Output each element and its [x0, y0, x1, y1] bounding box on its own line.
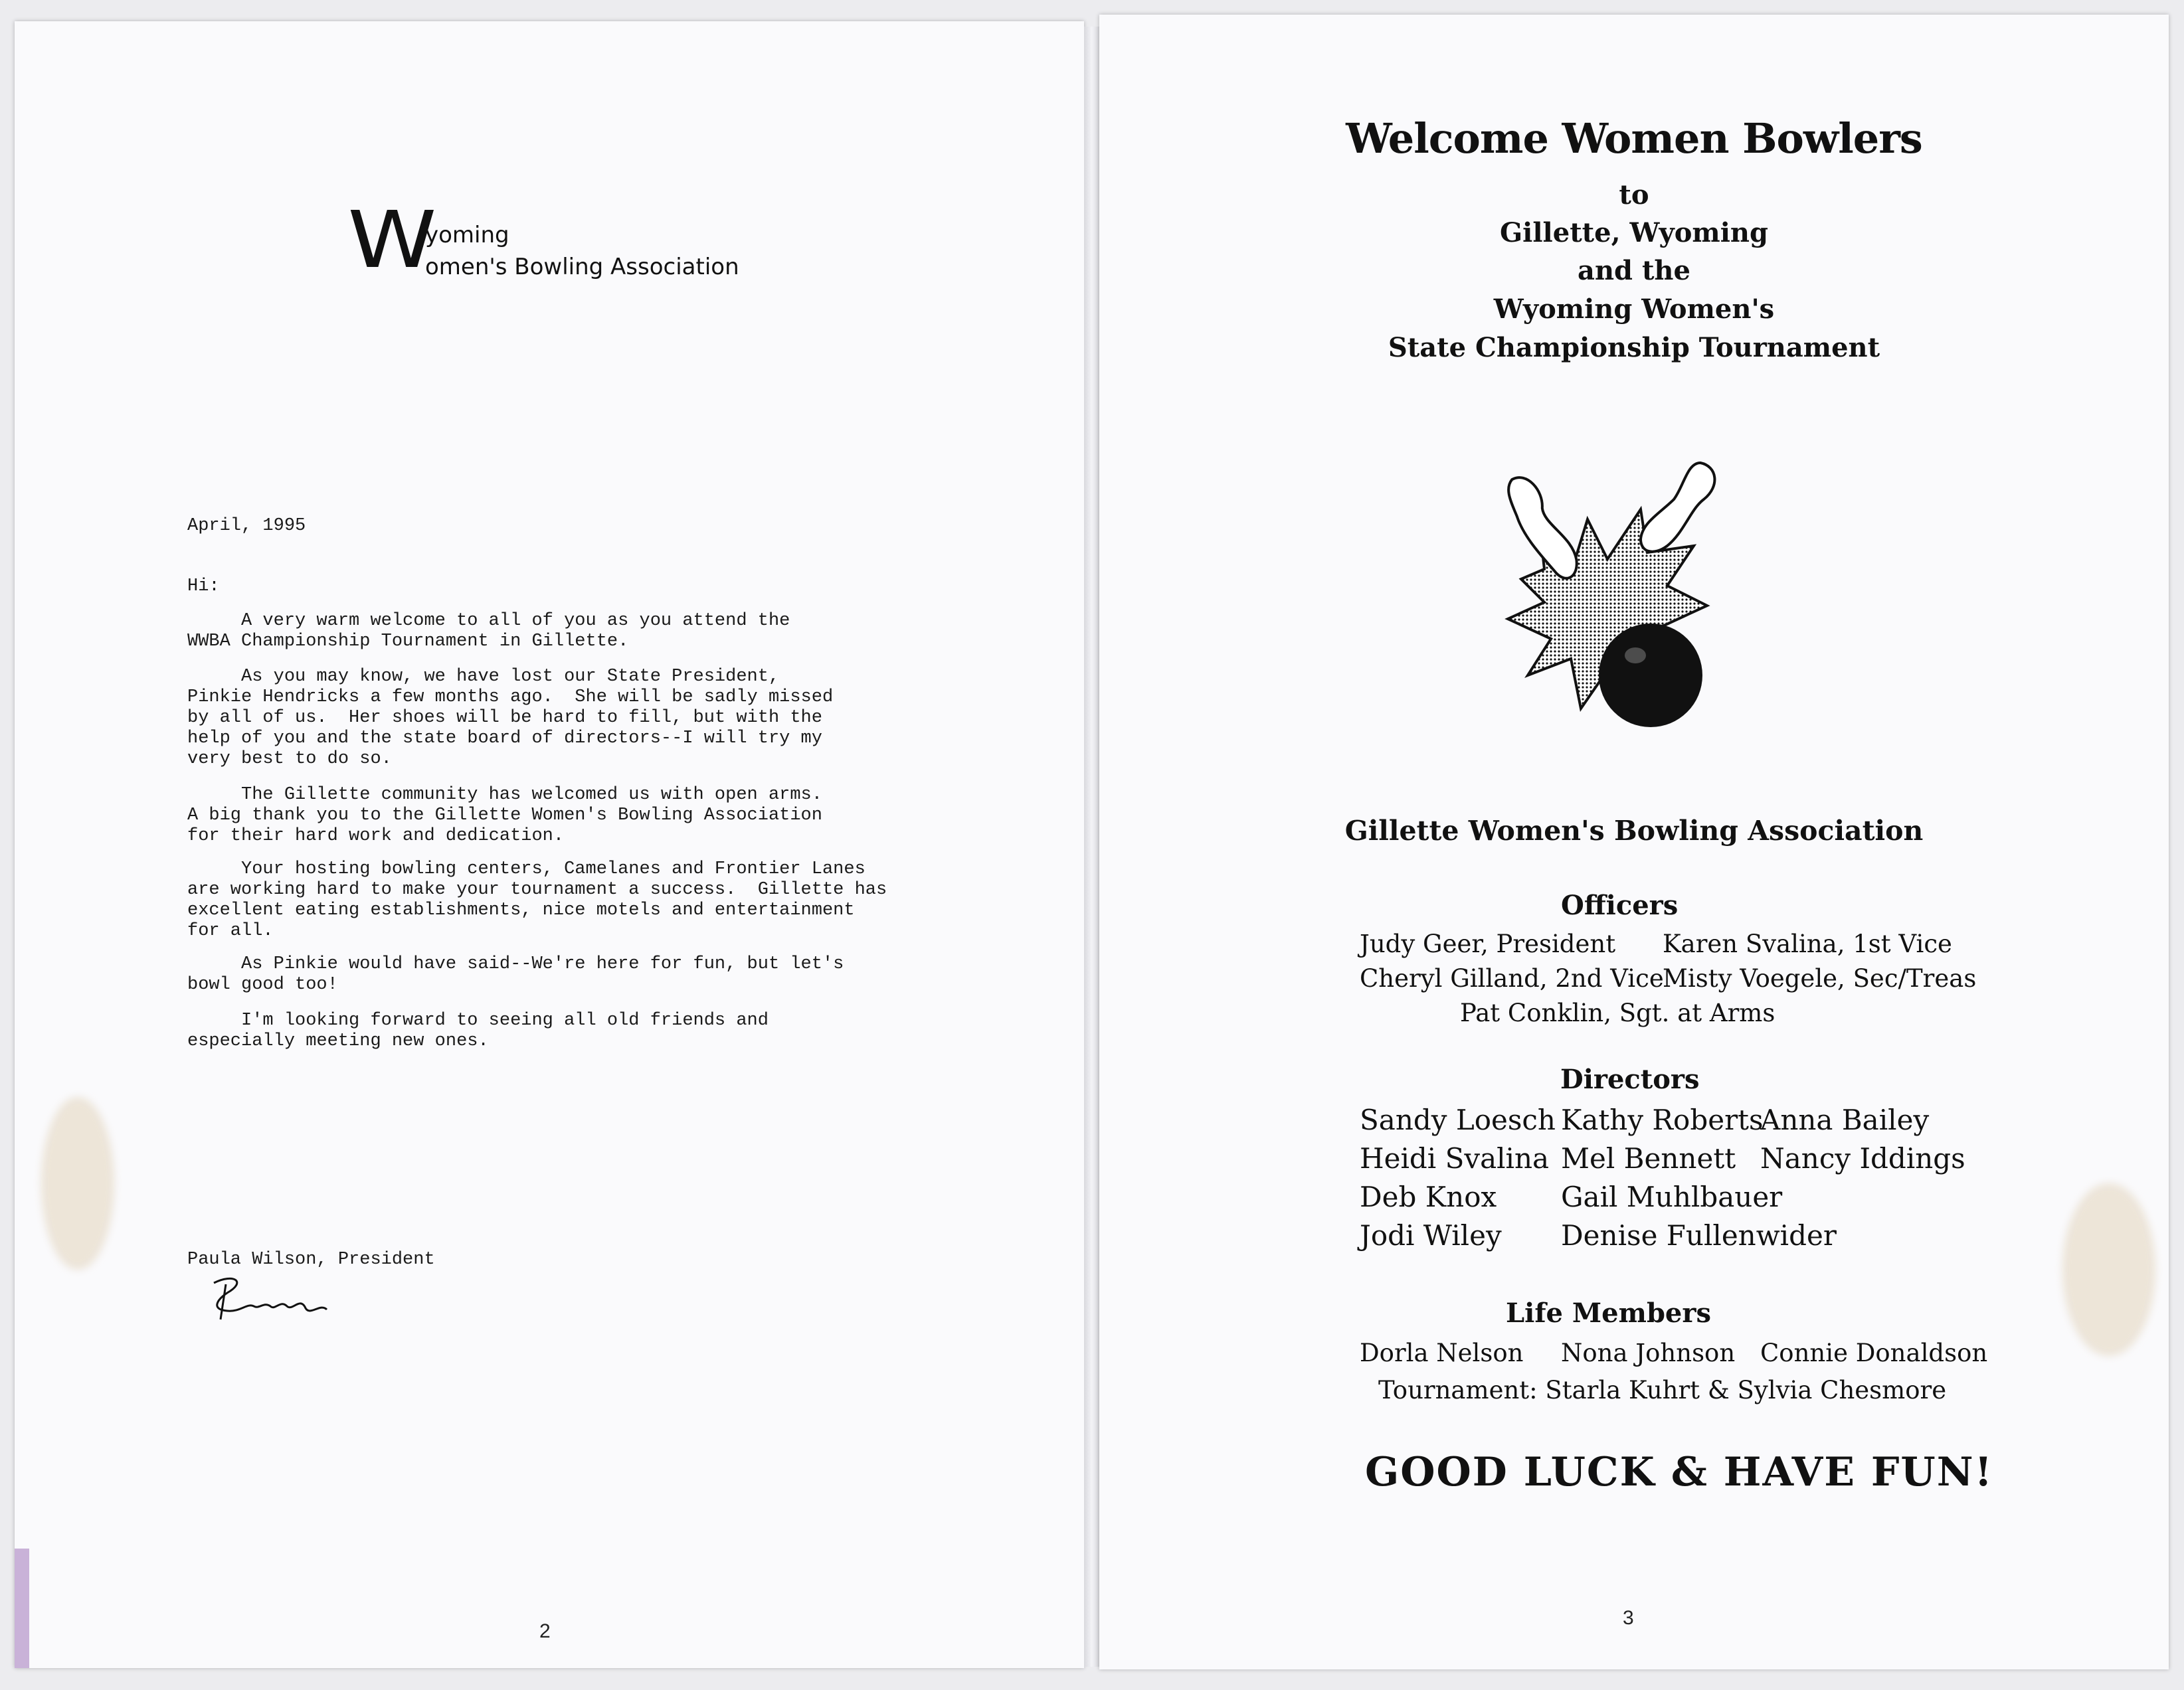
- life-member-item: Nona Johnson: [1561, 1339, 1736, 1367]
- director-item: Kathy Roberts: [1561, 1104, 1764, 1136]
- director-item: Anna Bailey: [1760, 1104, 1930, 1136]
- director-item: Sandy Loesch: [1360, 1104, 1556, 1136]
- letter-paragraph-3: The Gillette community has welcomed us with open arms. A big thank you to the Gillette Women's Bowling Association for their hard work and dedication.: [187, 785, 822, 846]
- director-item: Gail Muhlbauer: [1561, 1181, 1783, 1213]
- page-left: [15, 21, 1084, 1668]
- letter-paragraph-1: A very warm welcome to all of you as you attend the WWBA Championship Tournament in Gillette.: [187, 611, 790, 651]
- letter-paragraph-2: As you may know, we have lost our State President, Pinkie Hendricks a few months ago. She will be sadly missed by all of us. Her shoes will be hard to fill, but with the help of you and the state board of directors--I will try my very best to do so.: [187, 667, 834, 769]
- logo-line-1: yoming: [425, 222, 509, 248]
- letter-paragraph-5: As Pinkie would have said--We're here for fun, but let's bowl good too!: [187, 954, 844, 995]
- life-member-item: Dorla Nelson: [1360, 1339, 1524, 1367]
- director-item: Mel Bennett: [1561, 1142, 1736, 1175]
- page-number-left: 2: [539, 1620, 551, 1642]
- officer-item: Cheryl Gilland, 2nd Vice: [1360, 964, 1664, 993]
- signer-name: Paula Wilson, President: [187, 1250, 435, 1270]
- directors-heading: Directors: [1560, 1064, 1700, 1095]
- page-number-right: 3: [1623, 1607, 1634, 1629]
- page-right: [1099, 15, 2169, 1669]
- association-logo: [347, 194, 818, 287]
- letter-paragraph-4: Your hosting bowling centers, Camelanes and Frontier Lanes are working hard to make your tournament a success. Gillette has excellent eating establishments, nice motels and entertainment for all.: [187, 859, 887, 941]
- director-item: Denise Fullenwider: [1561, 1219, 1837, 1252]
- welcome-line-3: and the: [1578, 255, 1690, 286]
- letter-paragraph-6: I'm looking forward to seeing all old friends and especially meeting new ones.: [187, 1011, 769, 1051]
- handwritten-signature: [201, 1270, 333, 1329]
- officer-item: Judy Geer, President: [1360, 930, 1616, 958]
- life-members-heading: Life Members: [1506, 1298, 1711, 1329]
- officers-heading: Officers: [1561, 890, 1679, 921]
- closing-message: GOOD LUCK & HAVE FUN!: [1365, 1449, 1993, 1495]
- paper-stain: [2062, 1183, 2155, 1356]
- director-item: Nancy Iddings: [1760, 1142, 1965, 1175]
- logo-initial: W: [347, 194, 437, 286]
- tournament-members: Tournament: Starla Kuhrt & Sylvia Chesmore: [1378, 1376, 1947, 1404]
- bowling-ball-and-pins-icon: [1481, 446, 1760, 738]
- welcome-line-2: Gillette, Wyoming: [1500, 217, 1768, 248]
- director-item: Deb Knox: [1360, 1181, 1497, 1213]
- officer-item: Karen Svalina, 1st Vice: [1663, 930, 1952, 958]
- life-member-item: Connie Donaldson: [1760, 1339, 1988, 1367]
- book-gutter: [1084, 27, 1099, 1667]
- logo-line-2: omen's Bowling Association: [425, 254, 739, 280]
- welcome-line-5: State Championship Tournament: [1388, 332, 1880, 363]
- welcome-line-4: Wyoming Women's: [1493, 294, 1775, 325]
- director-item: Jodi Wiley: [1360, 1219, 1502, 1252]
- paper-stain: [41, 1097, 114, 1270]
- officer-item: Misty Voegele, Sec/Treas: [1663, 964, 1977, 993]
- page-edge-tint: [15, 1549, 29, 1668]
- director-item: Heidi Svalina: [1360, 1142, 1550, 1175]
- association-name: Gillette Women's Bowling Association: [1344, 815, 1924, 847]
- officer-item: Pat Conklin, Sgt. at Arms: [1460, 999, 1775, 1027]
- welcome-title: Welcome Women Bowlers: [1346, 114, 1922, 163]
- letter-date: April, 1995: [187, 516, 306, 536]
- welcome-line-1: to: [1619, 179, 1649, 211]
- letter-salutation: Hi:: [187, 576, 220, 596]
